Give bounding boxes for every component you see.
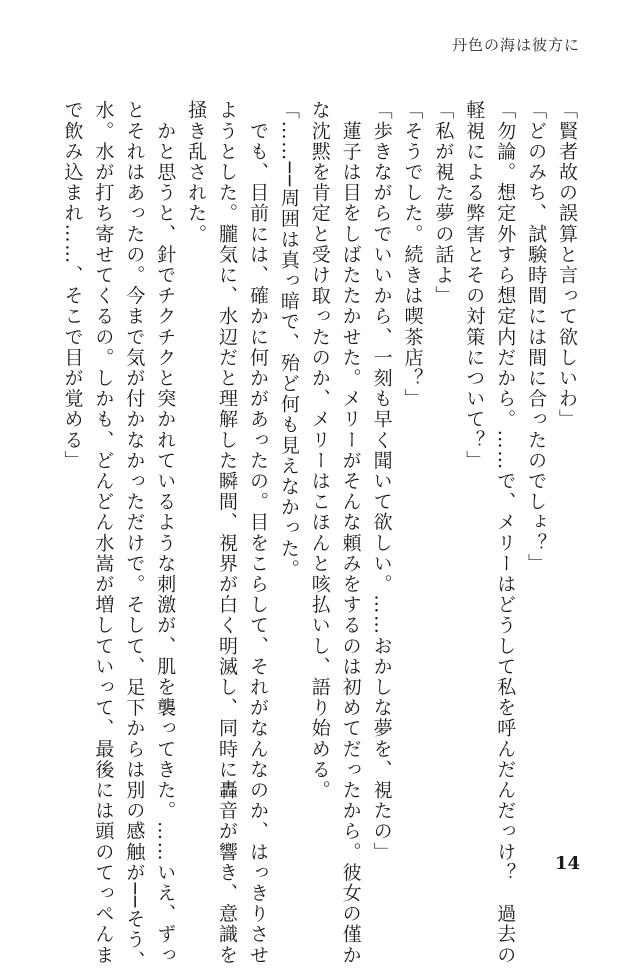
text-column: 「賢者故の誤算と言って欲しいわ」 xyxy=(556,100,578,430)
text-column: 水。水が打ち寄せてくるの。しかも、どんどん水嵩が増していって、最後には頭のてっぺんま xyxy=(92,100,115,966)
text-column: とそれはあったの。今まで気が付かなかっただけで。そして、足下からは別の感触が──そう、 xyxy=(123,100,146,971)
page-number: 14 xyxy=(554,853,580,874)
text-column: な沈黙を肯定と受け取ったのか、メリーはこほんと咳払いし、語り始める。 xyxy=(308,100,331,801)
text-column: 「私が視た夢の話よ」 xyxy=(432,100,455,306)
text-column: 掻き乱された。 xyxy=(185,100,208,245)
text-column: 蓮子は目をしばたたかせた。メリーがそんな頼みをするのは初めてだったから。彼女の僅か xyxy=(339,100,362,966)
text-column: ようとした。朧気に、水辺だと理解した瞬間、視界が白く明滅し、同時に轟音が響き、意識を xyxy=(216,100,239,966)
text-column: かと思うと、針でチクチクと突かれているような刺激が、肌を襲ってきた。……いえ、ずっ xyxy=(154,100,177,966)
text-column: 「歩きながらでいいから、一刻も早く聞いて欲しい。……おかしな夢を、視たの」 xyxy=(370,100,393,863)
text-column: 「どのみち、試験時間には間に合ったのでしょ？」 xyxy=(525,100,548,574)
text-column: で飲み込まれ……、そこで目が覚める」 xyxy=(61,100,84,471)
text-column: 軽視による弊害とその対策について？」 xyxy=(463,100,486,471)
text-column: 「……──周囲は真っ暗で、殆ど何も見えなかった。 xyxy=(277,100,300,580)
running-title: 丹色の海は彼方に xyxy=(451,36,580,54)
text-column: 「勿論。想定外すら想定内だから。……で、メリーはどうして私を呼んだんだっけ？ 過去の xyxy=(494,100,517,966)
text-column: 「そうでした。続きは喫茶店？」 xyxy=(401,100,424,409)
text-column: でも、目前には、確かに何かがあったの。目をこらして、それがなんなのか、はっきりさせ xyxy=(246,100,269,966)
